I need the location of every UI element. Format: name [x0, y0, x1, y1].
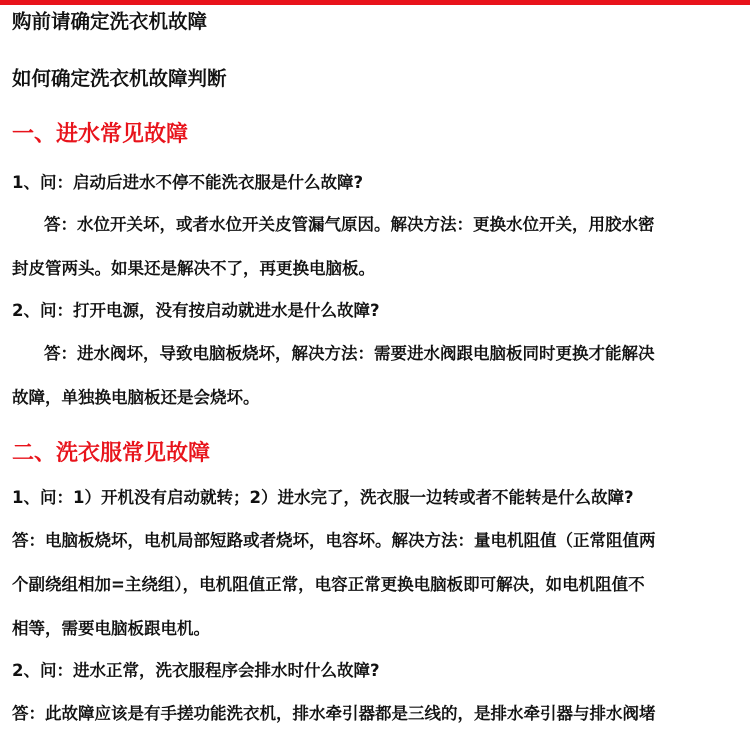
question-1: 1、问：启动后进水不停不能洗衣服是什么故障?	[12, 173, 364, 192]
question-2: 2、问：打开电源，没有按启动就进水是什么故障?	[12, 301, 380, 320]
answer-4-line-1: 答：此故障应该是有手搓功能洗衣机，排水牵引器都是三线的，是排水牵引器与排水阀堵	[12, 704, 656, 723]
answer-1-line-2: 封皮管两头。如果还是解决不了，再更换电脑板。	[12, 259, 375, 278]
section-heading-water-intake: 一、进水常见故障	[12, 122, 189, 147]
section-heading-washing: 二、洗衣服常见故障	[12, 441, 211, 466]
answer-3-line-2: 个副绕组相加=主绕组），电机阻值正常，电容正常更换电脑板即可解决，如电机阻值不	[12, 575, 645, 594]
top-accent-bar	[0, 0, 750, 5]
answer-2-line-1: 答：进水阀坏，导致电脑板烧坏，解决方法：需要进水阀跟电脑板同时更换才能解决	[44, 344, 655, 363]
answer-1-line-1: 答：水位开关坏，或者水位开关皮管漏气原因。解决方法：更换水位开关，用胶水密	[44, 215, 655, 234]
question-3: 1、问：1）开机没有启动就转；2）进水完了，洗衣服一边转或者不能转是什么故障?	[12, 488, 634, 507]
question-4: 2、问：进水正常，洗衣服程序会排水时什么故障?	[12, 661, 380, 680]
answer-2-line-2: 故障，单独换电脑板还是会烧坏。	[12, 388, 260, 407]
page-subtitle: 如何确定洗衣机故障判断	[12, 67, 227, 90]
page-title: 购前请确定洗衣机故障	[12, 10, 208, 33]
answer-3-line-1: 答：电脑板烧坏，电机局部短路或者烧坏，电容坏。解决方法：量电机阻值（正常阻值两	[12, 531, 656, 550]
answer-3-line-3: 相等，需要电脑板跟电机。	[12, 619, 210, 638]
